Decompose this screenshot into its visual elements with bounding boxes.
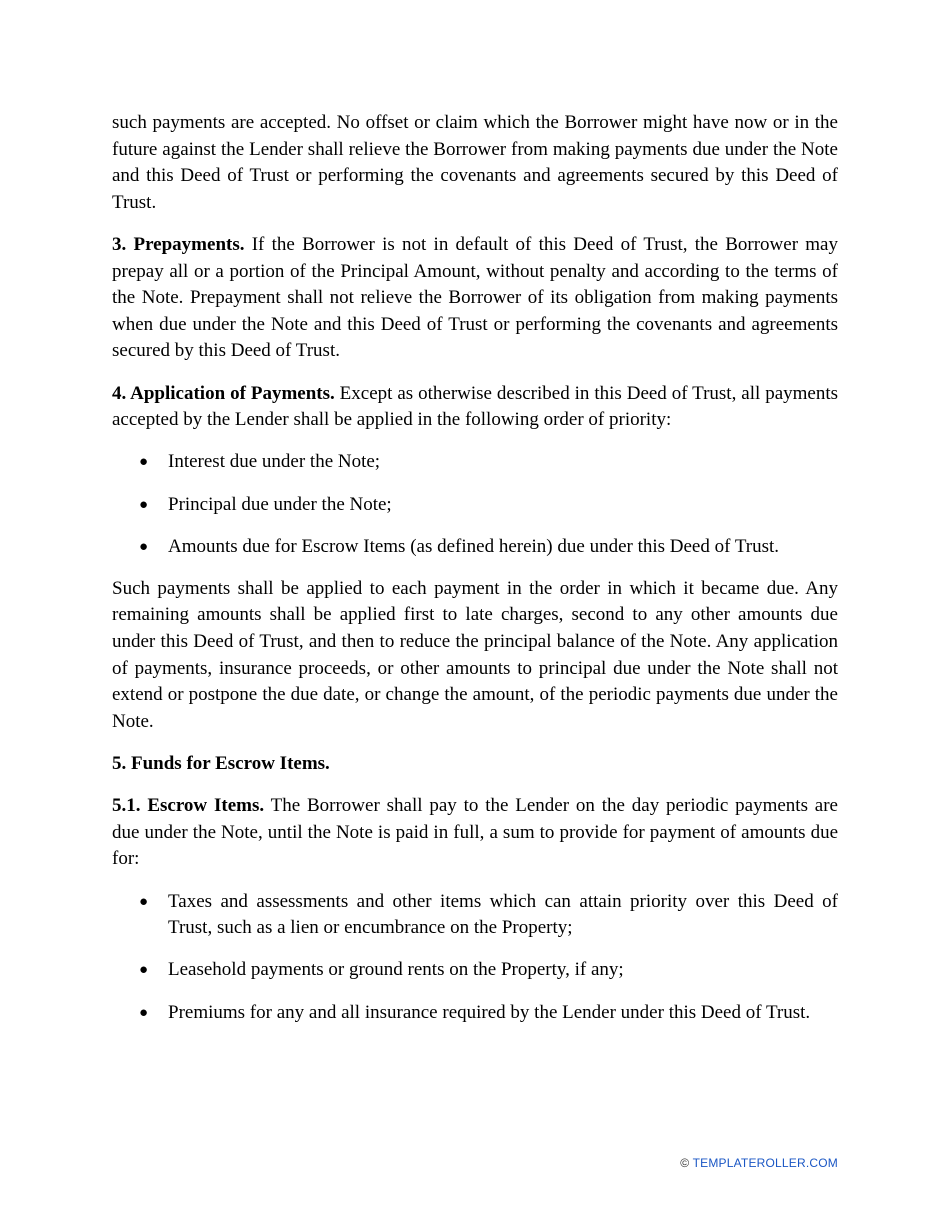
section-5-1-title: 5.1. Escrow Items. xyxy=(112,795,265,817)
list-item-text: Taxes and assessments and other items which can attain priority over this Deed of Trust, such as a lien or encumbrance on the Property; xyxy=(168,890,838,939)
bullet-icon: ● xyxy=(139,1004,149,1021)
list-item xyxy=(112,957,838,984)
section-3-prepayments xyxy=(112,232,838,365)
list-item xyxy=(112,449,838,476)
section-5-heading: 5. Funds for Escrow Items. xyxy=(112,753,330,775)
bullet-icon: ● xyxy=(139,538,149,555)
list-item xyxy=(112,534,838,561)
bullet-icon: ● xyxy=(139,962,149,979)
section-4-followup: Such payments shall be applied to each payment in the order in which it became due. Any remaining amounts shall be applied first to late charges, second to any other amounts due under this Deed of Trust, and then to reduce the principal balance of the Note. Any application of payments, insurance proceeds, or other amounts to principal due under the Note shall not extend or postpone the due date, or change the amount, of the periodic payments due under the Note. xyxy=(112,577,838,732)
section-4-application-of-payments xyxy=(112,381,838,434)
section-4-title: 4. Application of Payments. xyxy=(112,382,335,404)
priority-list xyxy=(112,449,838,560)
section-5-1-escrow-items xyxy=(112,793,838,873)
paragraph-continuation: such payments are accepted. No offset or claim which the Borrower might have now or in the future against the Lender shall relieve the Borrower from making payments due under the Note and this Deed of Trust or performing the covenants and agreements secured by this Deed of Trust. xyxy=(112,112,838,213)
section-4-text: Except as otherwise described in this Deed of Trust, all payments accepted by the Lender shall be applied in the following order of priority: xyxy=(112,382,839,431)
list-item-text: Premiums for any and all insurance required by the Lender under this Deed of Trust. xyxy=(168,1001,811,1023)
section-5-1-text: The Borrower shall pay to the Lender on the day periodic payments are due under the Note, until the Note is paid in full, a sum to provide for payment of amounts due for: xyxy=(112,795,838,870)
document-page xyxy=(112,110,838,1042)
copyright-icon: © xyxy=(680,1156,690,1170)
list-item xyxy=(112,492,838,519)
section-3-title: 3. Prepayments. xyxy=(112,233,245,255)
bullet-icon: ● xyxy=(139,893,149,910)
footer-watermark xyxy=(680,1156,838,1170)
section-3-text: If the Borrower is not in default of this Deed of Trust, the Borrower may prepay all or a portion of the Principal Amount, without penalty and according to the terms of the Note. Prepayment shall not relieve the Borrower of its obligation from making payments when due under the Note and this Deed of Trust or performing the covenants and agreements secured by this Deed of Trust. xyxy=(112,233,838,362)
templateroller-link[interactable]: TEMPLATEROLLER.COM xyxy=(692,1156,838,1170)
escrow-list xyxy=(112,889,838,1027)
bullet-icon: ● xyxy=(139,496,149,513)
bullet-icon: ● xyxy=(139,454,149,471)
list-item xyxy=(112,1000,838,1027)
list-item-text: Principal due under the Note; xyxy=(168,493,392,515)
list-item xyxy=(112,889,838,942)
list-item-text: Amounts due for Escrow Items (as defined herein) due under this Deed of Trust. xyxy=(168,535,780,557)
list-item-text: Interest due under the Note; xyxy=(168,451,381,473)
list-item-text: Leasehold payments or ground rents on the Property, if any; xyxy=(168,959,624,981)
